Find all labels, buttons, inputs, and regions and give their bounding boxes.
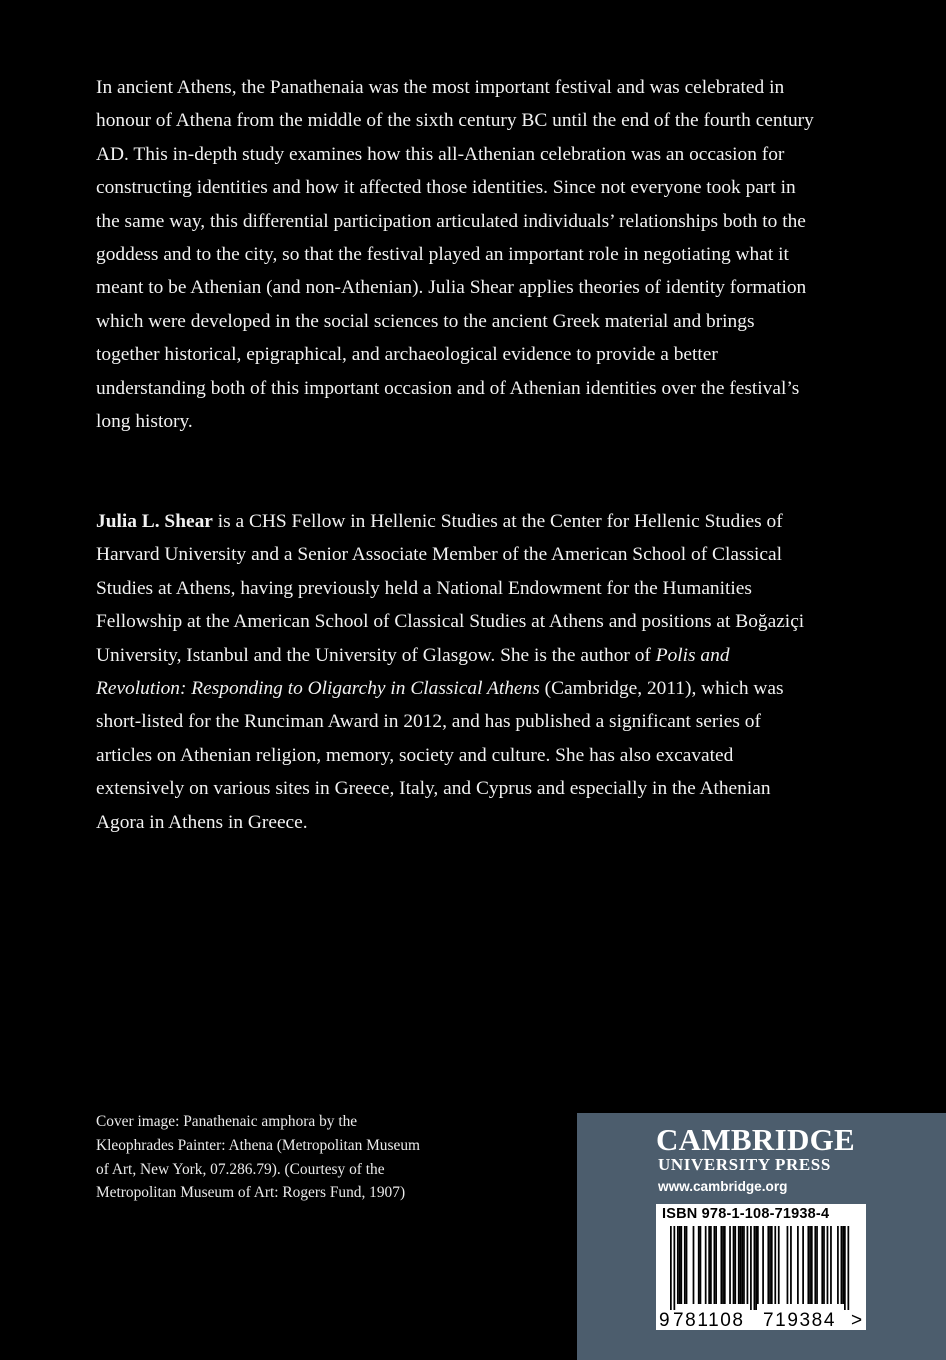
barcode-bar: [821, 1226, 823, 1304]
barcode-bar: [743, 1226, 745, 1304]
barcode-bar: [816, 1226, 818, 1304]
barcode-bar: [698, 1226, 700, 1304]
barcode-bar: [677, 1226, 679, 1304]
barcode-bar: [809, 1226, 811, 1304]
barcode-bar: [714, 1226, 716, 1304]
barcode-bar: [774, 1226, 776, 1304]
barcode-bar: [755, 1226, 757, 1310]
barcode-bar: [679, 1226, 681, 1304]
barcode-bar: [734, 1226, 736, 1304]
barcode-bar: [797, 1226, 799, 1304]
barcode-bar: [790, 1226, 792, 1304]
barcode-bar: [830, 1226, 832, 1304]
barcode-label: [656, 1204, 866, 1330]
author-name: Julia L. Shear: [96, 511, 213, 532]
barcode-bar: [684, 1226, 686, 1304]
barcode-bar: [841, 1226, 843, 1304]
barcode-bar: [700, 1226, 702, 1304]
barcode-bar: [807, 1226, 809, 1304]
barcode-bar: [837, 1226, 839, 1304]
publisher-url: www.cambridge.org: [658, 1179, 788, 1194]
barcode-bar: [767, 1226, 769, 1304]
barcode-bar: [741, 1226, 743, 1304]
barcode-bar: [710, 1226, 712, 1304]
barcode-bar: [827, 1226, 829, 1304]
barcode-quiet-mark: >: [851, 1310, 863, 1330]
description-text: In ancient Athens, the Panathenaia was the most important festival and was celebrated in honour of Athena from the middle of the sixth century BC until the end of the fourth century AD. This in-depth study examines how this all-Athenian celebration was an occasion for constructing identities and how it affected those identities. Since not everyone took part in the same way, this differential participation articulated individuals’ relationships both to the goddess and to the city, so that the festival played an important role in negotiating what it meant to be Athenian (and non-Athenian). Julia Shear applies theories of identity formation which were developed in the social sciences to the ancient Greek material and brings together historical, epigraphical, and archaeological evidence to provide a better understanding both of this important occasion and of Athenian identities over the festival’s long history.: [96, 77, 814, 433]
publisher-panel: [577, 1113, 946, 1360]
author-bio: [96, 505, 816, 839]
barcode-bar: [708, 1226, 710, 1304]
barcode-digits-right: 719384: [763, 1310, 837, 1330]
bio-text-part-2: (Cambridge, 2011), which was short-listed for the Runciman Award in 2012, and has published a significant series of articles on Athenian religion, memory, society and culture. She has also excavated extensively on various sites in Greece, Italy, and Cyprus and especially in the Athenian Agora in Athens in Greece.: [96, 678, 784, 833]
barcode-bar: [680, 1226, 682, 1304]
barcode-bar: [673, 1226, 675, 1310]
barcode-bar: [811, 1226, 813, 1304]
barcode-bar: [715, 1226, 717, 1304]
publisher-subname: UNIVERSITY PRESS: [658, 1155, 831, 1174]
isbn-text: ISBN 978-1-108-71938-4: [662, 1206, 830, 1222]
barcode-bar: [724, 1226, 726, 1304]
barcode-bar: [771, 1226, 773, 1304]
barcode-bar: [750, 1226, 752, 1310]
barcode-bar: [802, 1226, 804, 1304]
barcode-bar: [693, 1226, 695, 1304]
publisher-name: CAMBRIDGE: [656, 1122, 856, 1157]
barcode-bar: [769, 1226, 771, 1304]
barcode-bar: [740, 1226, 742, 1304]
barcode-bar: [720, 1226, 722, 1304]
barcode-bar: [757, 1226, 759, 1304]
barcode-bar: [787, 1226, 789, 1304]
barcode-bar: [842, 1226, 844, 1304]
barcode-bar: [778, 1226, 780, 1304]
barcode-bar: [670, 1226, 672, 1310]
barcode-bar: [733, 1226, 735, 1304]
barcode-bar: [729, 1226, 731, 1304]
barcode-bar: [762, 1226, 764, 1304]
barcode-bar: [722, 1226, 724, 1304]
barcode-bar: [844, 1226, 846, 1310]
barcode-digits-left: 781108: [673, 1310, 745, 1330]
barcode-lead-digit: 9: [659, 1310, 670, 1330]
barcode-bar: [814, 1226, 816, 1304]
barcode-bar: [705, 1226, 707, 1304]
barcode-icon: [656, 1226, 866, 1330]
barcode-bar: [747, 1226, 749, 1304]
cover-image-credit: Cover image: Panathenaic amphora by the Kleophrades Painter: Athena (Metropolitan Museum of Art, New York, 07.286.79). (Courtesy of the Metropolitan Museum of Art: Rogers Fund, 1907): [96, 1113, 420, 1202]
barcode-bar: [847, 1226, 849, 1310]
barcode-bar: [686, 1226, 688, 1304]
barcode-bar: [738, 1226, 740, 1304]
book-title: Polis and Revolution: Responding to Oligarchy in Classical Athens: [96, 644, 730, 700]
bio-text-part-1: is a CHS Fellow in Hellenic Studies at the Center for Hellenic Studies of Harvard University and a Senior Associate Member of the American School of Classical Studies at Athens, having previously held a National Endowment for the Humanities Fellowship at the American School of Classical Studies at Athens and positions at Boğaziçi University, Istanbul and the University of Glasgow. She is the author of: [96, 511, 805, 666]
barcode-bar: [823, 1226, 825, 1304]
barcode-bar: [754, 1226, 756, 1310]
book-description: [96, 71, 816, 438]
